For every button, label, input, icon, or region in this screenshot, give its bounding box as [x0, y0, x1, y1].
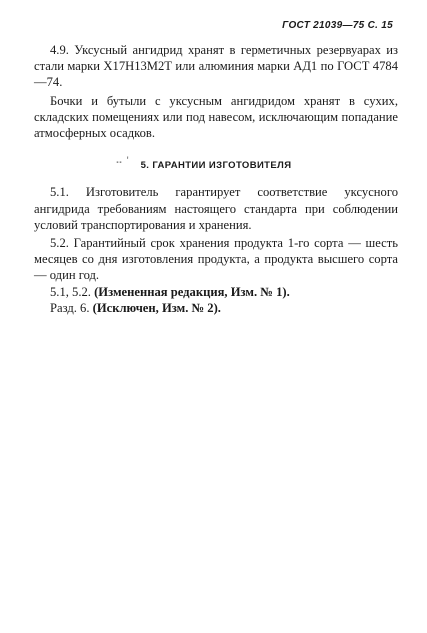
paragraph-5-2: 5.2. Гарантийный срок хранения продукта 1-го сорта — шесть месяцев со дня изготовления продукта, а продукта высшего сорта — один год.: [34, 236, 398, 283]
section-heading: [34, 155, 398, 174]
paragraph-5-1: 5.1. Изготовитель гарантирует соответствие уксусного ангидрида требованиям настоящего стандарта при соблюдении условий транспортирования и хранения.: [34, 185, 398, 232]
amendment-ref: Разд. 6.: [50, 300, 90, 315]
margin-mark: ‥ ': [116, 155, 130, 166]
amendment-note-1: [34, 284, 398, 300]
paragraph-4-9: 4.9. Уксусный ангидрид хранят в герметичных резервуарах из стали марки Х17Н13М2Т или алюминия марки АД1 по ГОСТ 4784—74.: [34, 43, 398, 90]
amendment-text: (Исключен, Изм. № 2).: [92, 300, 221, 315]
amendment-text: (Измененная редакция, Изм. № 1).: [94, 284, 290, 299]
document-body: [34, 42, 398, 316]
paragraph-storage: Бочки и бутыли с уксусным ангидридом хранят в сухих, складских помещениях или под навесом, исключающим попадание атмосферных осадков.: [34, 93, 398, 141]
running-head: ГОСТ 21039—75 С. 15: [282, 20, 393, 31]
amendment-ref: 5.1, 5.2.: [50, 284, 91, 299]
section-title: 5. ГАРАНТИИ ИЗГОТОВИТЕЛЯ: [140, 160, 292, 172]
amendment-note-2: [34, 300, 398, 316]
